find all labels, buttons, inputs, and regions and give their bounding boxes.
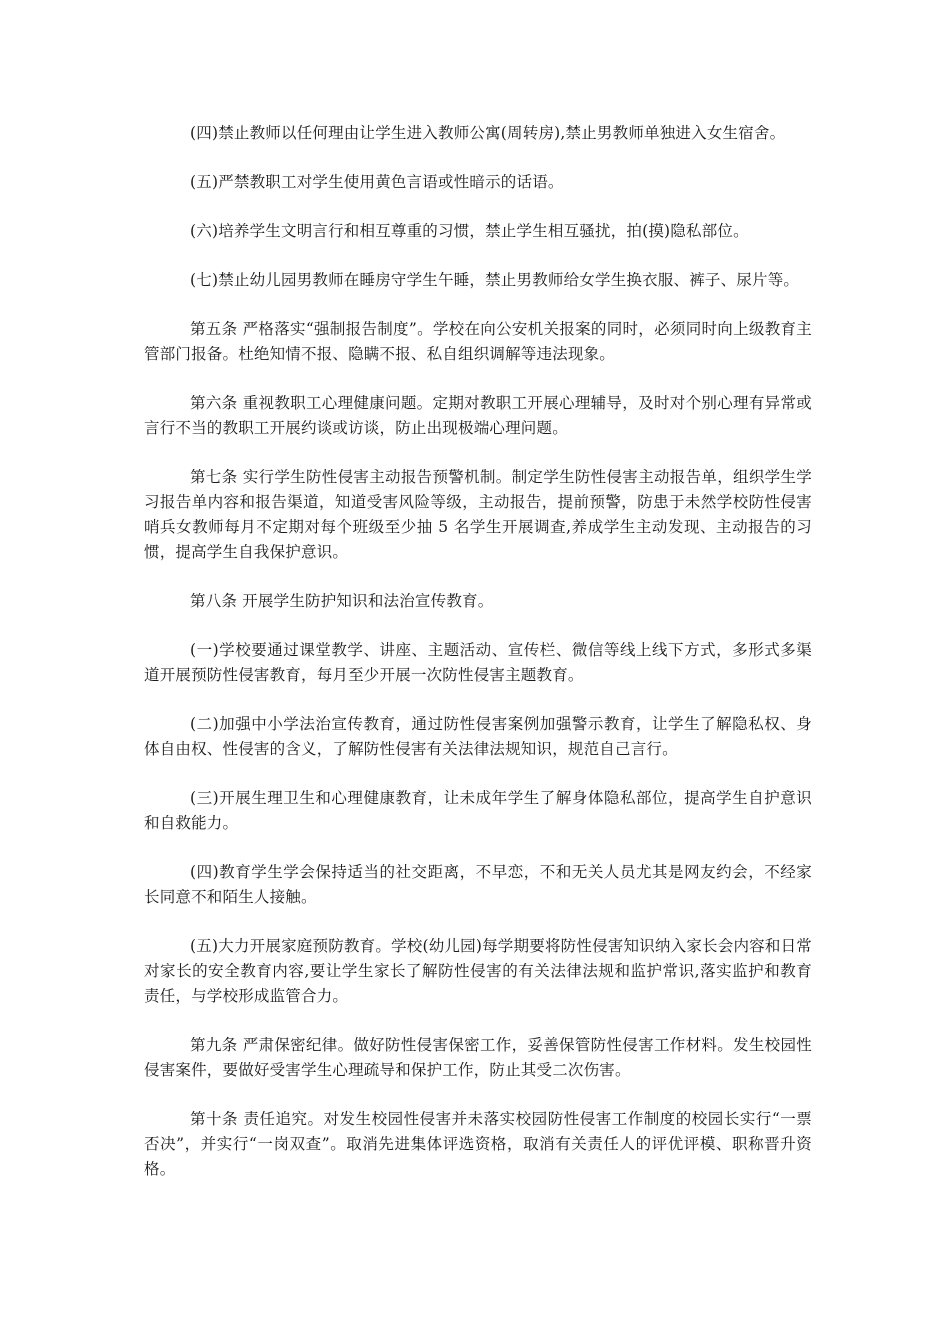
paragraph-article-8-item-1: (一)学校要通过课堂教学、讲座、主题活动、宣传栏、微信等线上线下方式，多形式多渠道开展预防性侵害教育，每月至少开展一次防性侵害主题教育。 [144,641,812,684]
paragraph-article-10: 第十条 责任追究。对发生校园性侵害并未落实校园防性侵害工作制度的校园长实行“一票否决”，并实行“一岗双查”。取消先进集体评选资格，取消有关责任人的评优评模、职称晋升资格。 [144,1110,812,1178]
paragraph-sub-4-teacher-apartment: (四)禁止教师以任何理由让学生进入教师公寓(周转房),禁止男教师单独进入女生宿舍。 [190,124,786,142]
paragraph-article-8-item-3: (三)开展生理卫生和心理健康教育，让未成年学生了解身体隐私部位，提高学生自护意识和自救能力。 [144,789,812,832]
paragraph-article-8-item-5: (五)大力开展家庭预防教育。学校(幼儿园)每学期要将防性侵害知识纳入家长会内容和日常对家长的安全教育内容,要让学生家长了解防性侵害的有关法律法规和监护常识,落实监护和教育责任，与学校形成监管合力。 [144,937,812,1005]
paragraph-article-8-item-4: (四)教育学生学会保持适当的社交距离，不早恋，不和无关人员尤其是网友约会，不经家长同意不和陌生人接触。 [144,863,812,906]
paragraph-article-6: 第六条 重视教职工心理健康问题。定期对教职工开展心理辅导，及时对个别心理有异常或言行不当的教职工开展约谈或访谈，防止出现极端心理问题。 [144,394,812,437]
paragraph-article-9: 第九条 严肃保密纪律。做好防性侵害保密工作，妥善保管防性侵害工作材料。发生校园性侵害案件，要做好受害学生心理疏导和保护工作，防止其受二次伤害。 [144,1036,812,1079]
paragraph-article-8-item-2: (二)加强中小学法治宣传教育，通过防性侵害案例加强警示教育，让学生了解隐私权、身体自由权、性侵害的含义，了解防性侵害有关法律法规知识，规范自己言行。 [144,715,812,758]
paragraph-article-7: 第七条 实行学生防性侵害主动报告预警机制。制定学生防性侵害主动报告单，组织学生学习报告单内容和报告渠道，知道受害风险等级，主动报告，提前预警，防患于未然学校防性侵害哨兵女教师每月不定期对每个班级至少抽 5 名学生开展调查,养成学生主动发现、主动报告的习惯，提高学生自我保护意识。 [144,468,812,561]
paragraph-article-8: 第八条 开展学生防护知识和法治宣传教育。 [190,592,494,610]
paragraph-sub-6-respect: (六)培养学生文明言行和相互尊重的习惯，禁止学生相互骚扰，拍(摸)隐私部位。 [190,222,749,240]
paragraph-sub-5-language: (五)严禁教职工对学生使用黄色言语或性暗示的话语。 [190,173,564,191]
paragraph-sub-7-kindergarten: (七)禁止幼儿园男教师在睡房守学生午睡，禁止男教师给女学生换衣服、裤子、尿片等。 [190,271,800,289]
document-body [144,121,812,1206]
paragraph-article-5: 第五条 严格落实“强制报告制度”。学校在向公安机关报案的同时，必须同时向上级教育主管部门报备。杜绝知情不报、隐瞒不报、私自组织调解等违法现象。 [144,320,812,363]
